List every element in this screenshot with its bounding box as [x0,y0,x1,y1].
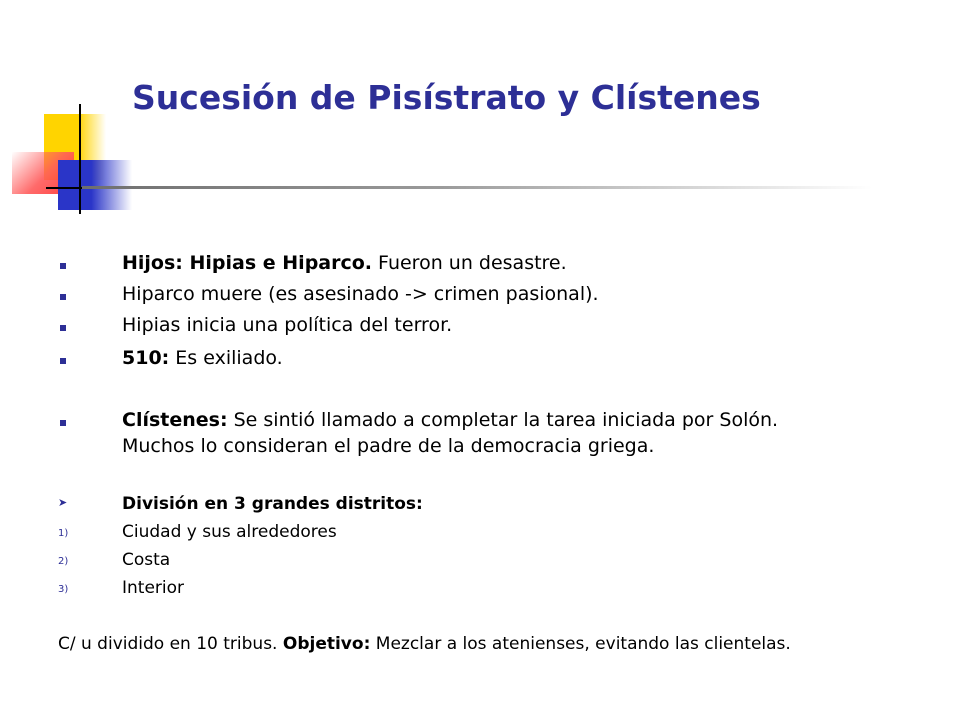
bullet-text-line2: Muchos lo consideran el padre de la democracia griega. [122,435,655,457]
bullet-text [122,250,567,276]
bullet-text: Hiparco muere (es asesinado -> crimen pasional). [122,283,599,305]
footer-text-1: C/ u dividido en 10 tribus. [58,634,283,654]
number-marker: 1) [58,528,69,539]
number-marker: 3) [58,584,69,595]
square-bullet-icon [60,263,66,269]
slide-title: Sucesión de Pisístrato y Clístenes [132,78,761,117]
square-bullet-icon [60,420,66,426]
bullet-text: Hipias inicia una política del terror. [122,314,453,336]
numbered-item-text: Interior [122,578,185,598]
bullet-text [122,345,283,371]
square-bullet-icon [60,358,66,364]
square-bullet-icon [60,325,66,331]
bullet-rest: Es exiliado. [169,347,283,369]
bullet-rest: Se sintió llamado a completar la tarea iniciada por Solón. [227,409,779,431]
footer-paragraph [58,632,791,656]
number-marker: 2) [58,556,69,567]
bullet-bold: Hijos: Hipias e Hiparco. [122,252,373,274]
bullet-bold: Clístenes: [122,409,228,431]
arrow-bullet-icon: ➤ [58,496,68,509]
square-bullet-icon [60,294,66,300]
bullet-rest: Fueron un desastre. [372,252,567,274]
footer-text-2: Mezclar a los atenienses, evitando las clientelas. [370,634,791,654]
numbered-item-text: Ciudad y sus alrededores [122,522,337,542]
numbered-item-text: Costa [122,550,171,570]
bullet-bold: 510: [122,347,170,369]
arrow-item-bold: División en 3 grandes distritos: [122,494,423,514]
bullet-text [122,407,778,433]
footer-bold: Objetivo: [282,634,371,654]
arrow-item-text [122,493,423,515]
